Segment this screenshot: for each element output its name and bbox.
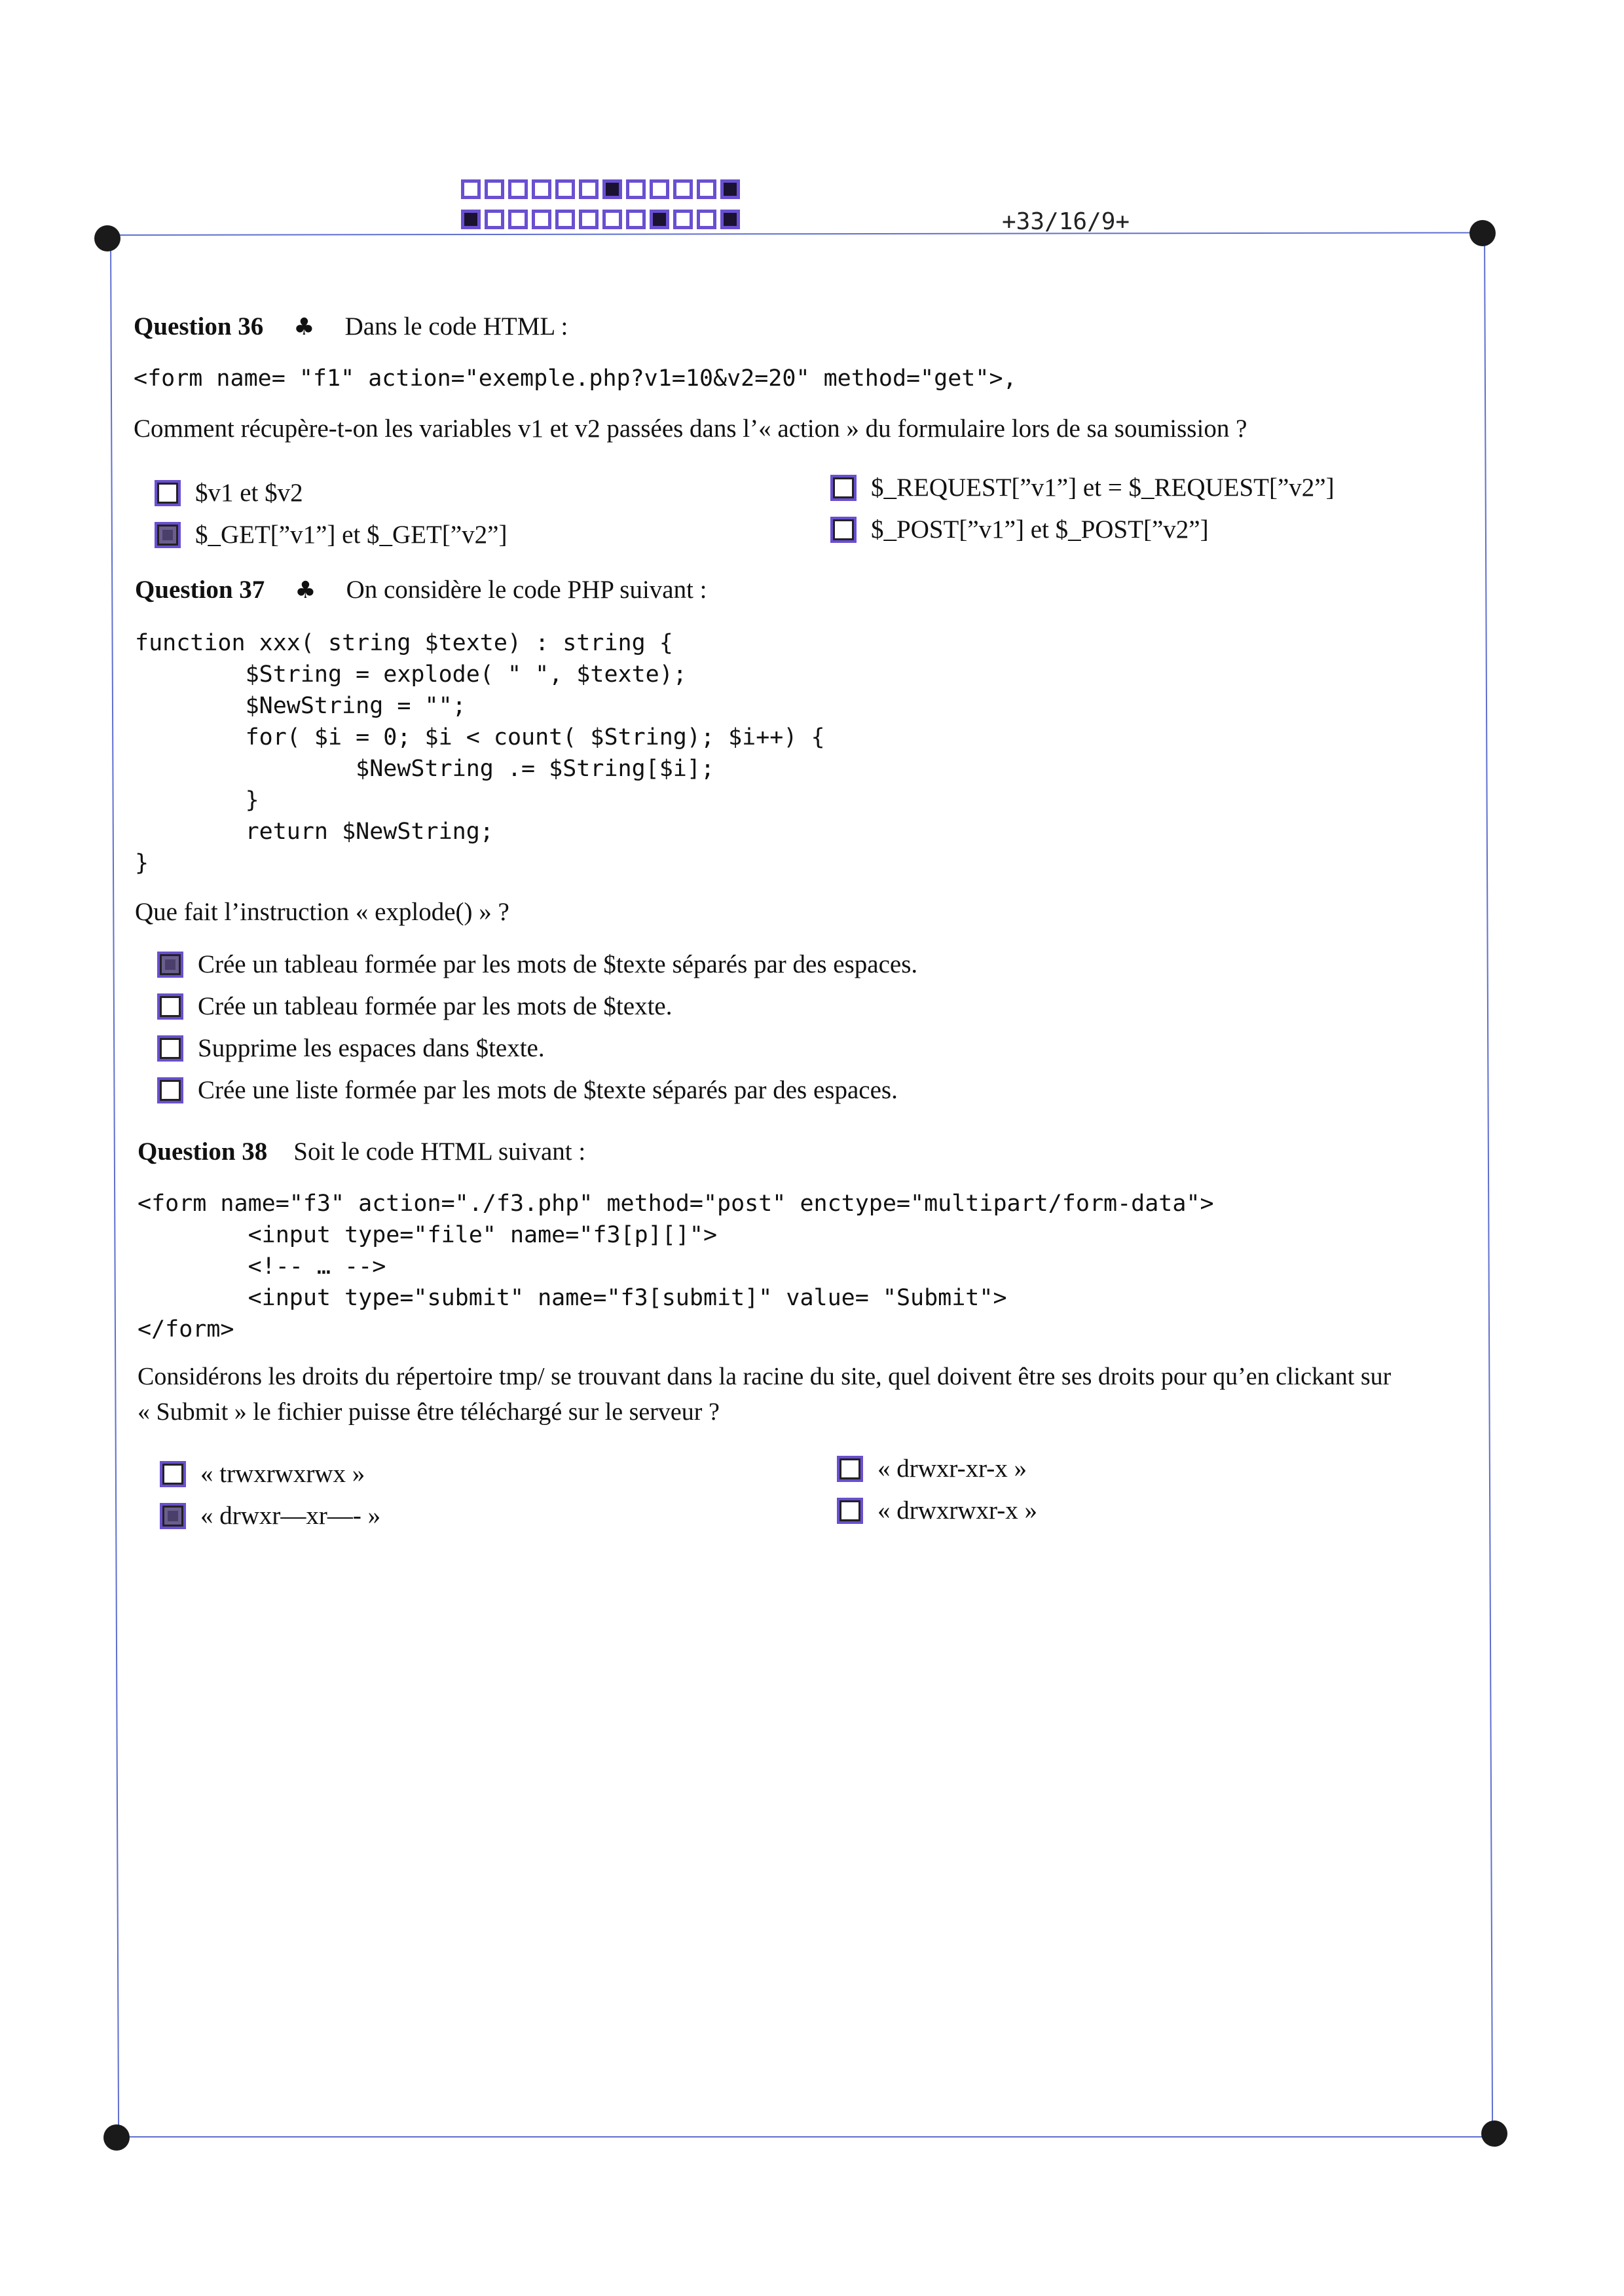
id-grid-cell — [720, 210, 740, 229]
page-id: +33/16/9+ — [1002, 208, 1130, 235]
club-icon: ♣ — [295, 577, 316, 604]
id-grid-cell — [697, 210, 716, 229]
choice-label: Supprime les espaces dans $texte. — [198, 1034, 545, 1062]
q37-choice-c[interactable] — [157, 1033, 545, 1063]
choice-label: Crée un tableau formée par les mots de $texte. — [198, 992, 673, 1020]
id-grid-cell — [461, 179, 481, 199]
id-grid-row-2 — [461, 210, 744, 229]
checkbox[interactable] — [160, 1461, 186, 1487]
q38-choice-c[interactable] — [837, 1454, 1027, 1483]
question-number: Question 37 — [135, 576, 265, 604]
checkbox[interactable] — [157, 1035, 183, 1062]
choice-label: « trwxrwxrwx » — [200, 1460, 365, 1488]
question-36-prompt: Comment récupère-t-on les variables v1 et v2 passées dans l’« action » du formulaire lors de sa soumission ? — [134, 415, 1247, 443]
choice-label: « drwxrwxr-x » — [877, 1496, 1037, 1525]
corner-mark-top-right — [1469, 220, 1496, 246]
id-grid-cell — [485, 179, 504, 199]
q38-choice-a[interactable] — [160, 1459, 365, 1489]
id-grid-cell — [626, 210, 646, 229]
club-icon: ♣ — [293, 314, 315, 341]
id-grid-row-1 — [461, 179, 744, 199]
choice-label: Crée une liste formée par les mots de $texte séparés par des espaces. — [198, 1076, 898, 1104]
frame-bottom-line — [118, 2136, 1493, 2138]
checkbox[interactable] — [155, 480, 181, 506]
question-37-code: function xxx( string $texte) : string { $String = explode( " ", $texte); $NewString = ""; for( $i = 0; $i < count( $String); $i++) { $NewString .= $String[$i]; } return $NewString; } — [135, 630, 825, 876]
question-intro: Soit le code HTML suivant : — [293, 1138, 586, 1166]
question-36-heading — [134, 312, 568, 341]
id-grid-cell — [555, 210, 575, 229]
frame-right-line — [1484, 233, 1493, 2132]
choice-label: $v1 et $v2 — [195, 479, 303, 507]
choice-label: $_POST[”v1”] et $_POST[”v2”] — [871, 515, 1209, 544]
checkbox[interactable] — [155, 522, 181, 548]
question-36-code: <form name= "f1" action="exemple.php?v1=10&v2=20" method="get">, — [134, 365, 1017, 392]
question-intro: Dans le code HTML : — [344, 312, 568, 341]
id-grid-cell — [602, 179, 622, 199]
frame-top-line — [110, 232, 1485, 236]
id-grid-cell — [579, 179, 599, 199]
id-grid-cell — [532, 210, 551, 229]
question-intro: On considère le code PHP suivant : — [346, 576, 707, 604]
checkbox[interactable] — [157, 1077, 183, 1103]
checkbox[interactable] — [160, 1503, 186, 1529]
id-grid-cell — [579, 210, 599, 229]
corner-mark-top-left — [94, 225, 120, 251]
q38-choice-b[interactable] — [160, 1501, 380, 1530]
question-37-heading — [135, 575, 707, 604]
corner-mark-bottom-left — [103, 2124, 130, 2151]
id-grid-cell — [461, 210, 481, 229]
id-grid-cell — [650, 210, 669, 229]
id-grid-cell — [485, 210, 504, 229]
choice-label: $_GET[”v1”] et $_GET[”v2”] — [195, 521, 507, 549]
id-grid-cell — [673, 179, 693, 199]
id-grid-cell — [602, 210, 622, 229]
id-grid-cell — [508, 210, 528, 229]
id-grid-cell — [555, 179, 575, 199]
q36-choice-a[interactable] — [155, 478, 303, 508]
choice-label: Crée un tableau formée par les mots de $texte séparés par des espaces. — [198, 950, 918, 978]
q37-choice-a[interactable] — [157, 950, 917, 979]
checkbox[interactable] — [837, 1456, 863, 1482]
checkbox[interactable] — [157, 952, 183, 978]
question-38-prompt-line-1: Considérons les droits du répertoire tmp/ se trouvant dans la racine du site, quel doivent être ses droits pour qu’en clickant sur — [138, 1363, 1392, 1390]
id-grid-cell — [697, 179, 716, 199]
corner-mark-bottom-right — [1481, 2120, 1507, 2147]
question-number: Question 38 — [138, 1138, 268, 1166]
question-number: Question 36 — [134, 312, 264, 341]
id-grid-cell — [650, 179, 669, 199]
choice-label: « drwxr-xr-x » — [877, 1454, 1027, 1483]
id-grid-cell — [508, 179, 528, 199]
q37-choice-d[interactable] — [157, 1075, 898, 1105]
q36-choice-b[interactable] — [155, 520, 507, 549]
id-grid-cell — [673, 210, 693, 229]
checkbox[interactable] — [157, 993, 183, 1020]
q36-choice-d[interactable] — [830, 515, 1209, 544]
question-38-heading — [138, 1137, 585, 1166]
q38-choice-d[interactable] — [837, 1496, 1037, 1525]
frame-left-line — [110, 240, 119, 2136]
checkbox[interactable] — [837, 1498, 863, 1524]
question-38-prompt-line-2: « Submit » le fichier puisse être téléchargé sur le serveur ? — [138, 1398, 720, 1426]
checkbox[interactable] — [830, 475, 857, 501]
id-grid-cell — [626, 179, 646, 199]
choice-label: « drwxr—xr—- » — [200, 1502, 381, 1530]
question-38-code: <form name="f3" action="./f3.php" method="post" enctype="multipart/form-data"> <input type="file" name="f3[p][]"> <!-- … --> <input type="submit" name="f3[submit]" value= "Submit"> </form> — [138, 1191, 1214, 1342]
question-37-prompt: Que fait l’instruction « explode() » ? — [135, 898, 509, 926]
q36-choice-c[interactable] — [830, 473, 1335, 502]
choice-label: $_REQUEST[”v1”] et = $_REQUEST[”v2”] — [871, 473, 1335, 502]
id-grid-cell — [720, 179, 740, 199]
id-grid-cell — [532, 179, 551, 199]
checkbox[interactable] — [830, 517, 857, 543]
q37-choice-b[interactable] — [157, 991, 672, 1021]
